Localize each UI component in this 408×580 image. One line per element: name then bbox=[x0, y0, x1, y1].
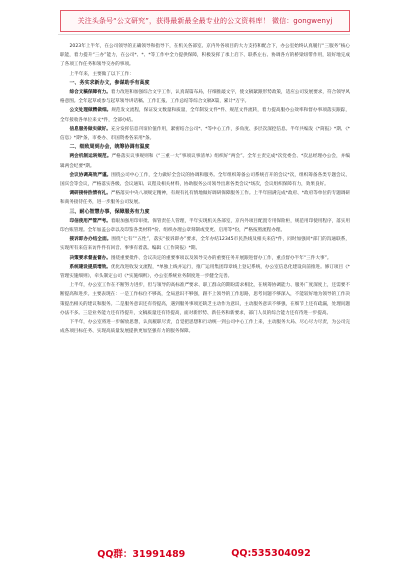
item-text: 着眼加强用印审批、保管责任人管理，半年实现机关各部室，京内外项目配置专用保险柜，规范用印使用程序，落实用印台账管理。全年加盖公章以及印鉴各类材料*份、组织办理公章刻制或变更、启用等*份，严格按照流程办理。 bbox=[60, 218, 350, 234]
section-1-item-3 bbox=[60, 125, 350, 143]
section-3-heading: 三、耐心智慧办事，保障服务有力度 bbox=[69, 208, 150, 215]
section-2-item-1 bbox=[60, 152, 350, 170]
item-text: 优化改进收发文流程，*单独上线并运行，推广运用集团印章线上登记系统，办公室信息化建设向前推进。修订项目《*管理实施细则》，牵头制定公司《*实施细则》，办公室系统业务制度进一步健全完善。 bbox=[60, 264, 350, 280]
section-2-heading: 二、细致周到办会，统筹协调有温度 bbox=[69, 144, 150, 151]
item-text: 严格落实中央八项规定精神，有规有礼有情地做好调研保障服务工作。上半年圆满完成*政府、*政府等单位的专题调研和商务接待任务，进一步服务公司发展。 bbox=[60, 191, 350, 206]
promo-banner-text: 关注头条号“公文研究”，获得最新最全最专业的公文资料库！ 微信：gongwenyj bbox=[77, 17, 333, 25]
item-lead: 会议协调高效严谨。 bbox=[69, 172, 112, 178]
section-3-item-1 bbox=[60, 217, 350, 235]
section-2-item-3 bbox=[60, 189, 350, 207]
section-1-heading: 一、务实求新办文，参谋助手有高度 bbox=[69, 79, 150, 86]
section-3-item-2 bbox=[60, 235, 350, 253]
section-1-item-1 bbox=[60, 88, 350, 106]
item-lead: 调研接待热情有礼。 bbox=[69, 191, 111, 197]
contact-footer bbox=[0, 543, 408, 563]
qq-contact-text: QQ:535304092 bbox=[231, 547, 311, 559]
item-lead: 系统建设提质增效。 bbox=[69, 264, 111, 270]
item-text: 围绕公司中心工作，全力做好全会议的协调和服务。全年组织筹备公司系统召开的会议*次，组织筹备各类专题会议、国宾会等会议，严格落实各级、会议通知、议程及相关材料，协助服务公司领导出席各类会议*场次，会议组织保障有力，效果良好。 bbox=[60, 172, 350, 188]
closing-paragraph: 下半年，办公室将进一步解放思想，认真履职尽责，自觉把思想和行动统一到公司中心工作上来，主动服务大局、尽心尽力尽责，为公司完成各项目标任务、实现高质量发展提供更加坚强有力的服务保障。 bbox=[60, 320, 350, 335]
promo-banner bbox=[60, 10, 350, 32]
item-lead: 综合文稿保障有力。 bbox=[69, 90, 111, 96]
section-1-item-2 bbox=[60, 106, 350, 124]
item-text: 围绕“七有”“五性”，落实“接诉即办”要求，全年办结12345市民热线及相关来信*件，同时加强同*部门的沟通联系，实现所有来信来访件件有回音、事事有着落。编辑《工作简报》*期。 bbox=[60, 237, 350, 252]
section-3-item-4 bbox=[60, 263, 350, 281]
item-text: 规范发文流程，保证发文数量和质量，全年制发文件*件、规范文件流转，着力提高服办公效率和督办事项落实跟踪，全年接收各单位来文*件，全部办结。 bbox=[60, 108, 350, 123]
item-text: 着力改进和加强综合文字工作，认真谋篇布局，仔细推敲文字，使文稿紧跟形势政策，适应公司发展要求，符合领导风格意图。全年起草或参与起草领导讲话稿、工作汇报、工作总结等综合文稿X篇，累计*万字。 bbox=[60, 90, 350, 105]
section-3-item-3 bbox=[60, 254, 350, 263]
item-lead: 印信使用严管严考。 bbox=[69, 218, 111, 224]
qq-group-text: QQ群：31991489 bbox=[97, 549, 186, 560]
item-lead: 两会机制运转规范。 bbox=[69, 154, 112, 160]
document-body bbox=[60, 42, 350, 522]
item-lead: 接诉即办办结全面。 bbox=[69, 237, 112, 243]
header-divider bbox=[58, 34, 350, 35]
item-text: 围绕重要批件、会议决定的重要事项以及领导交办的重要任务开展跟进督办工作，重点督办半年“三件大事”。 bbox=[110, 255, 332, 261]
item-text: 充分发挥信息刊谊价值作用，紧密结合公司*、*等中心工作，多角度、多层次深挖信息。半年共编发《*简报》*期、《*信息》*期*条，市委办、市国资委各采用*条。 bbox=[60, 126, 350, 142]
item-lead: 公文处理做精做细。 bbox=[69, 108, 112, 114]
reflection-paragraph: 上半年，办公室工作在不断努力进步，但与领导的高标准严要求、职工群众的期盼需求相比，在统筹协调能力、服务广度深度上，还需要不断提高和进步。主要表现在：一是工作标位不够高，全局意识不够强，跟不上领导的工作思路，思考问题不够深入，不能较好地为领导的工作决策提出相关的建议和服务。二是服务意识还有待提高，遇到服务事项还缺乏主动作为意识，主动服务意识不够强，在细节上还有疏漏，处理问题办法不多。三是业务能力还有待提升，文稿质量还有待提高，面对新形势、新任务和新要求，部门人员的综合能力还有待进一步提高。 bbox=[60, 283, 350, 316]
section-2-item-2 bbox=[60, 171, 350, 189]
summary-line: 上半年来，主要做了以下工作： bbox=[69, 71, 134, 77]
item-lead: 决策要求督查督办。 bbox=[69, 255, 111, 261]
intro-paragraph: 2023年上半年，在公司领导的正确领导和指导下，在机关各部室、京内外各项目的大力支持和配合下，办公室始终认真履行“三服务”核心职能，着力提升“三办”能力，在公司*、*、*等工作中全力提供保障，积极发挥了承上启下、联系左右、协调各方的桥梁纽带作用，较好地完成了各项工作任务和领导交办的事项。 bbox=[60, 44, 350, 68]
item-text: 严格落实议事规则和《“三重一大”事项议事清单》组织好“两会”。全年主责完成*次党委会、*次总经理办公会，并编辑两会纪要*期。 bbox=[60, 154, 350, 169]
item-lead: 信息服务做实做好。 bbox=[69, 126, 111, 132]
